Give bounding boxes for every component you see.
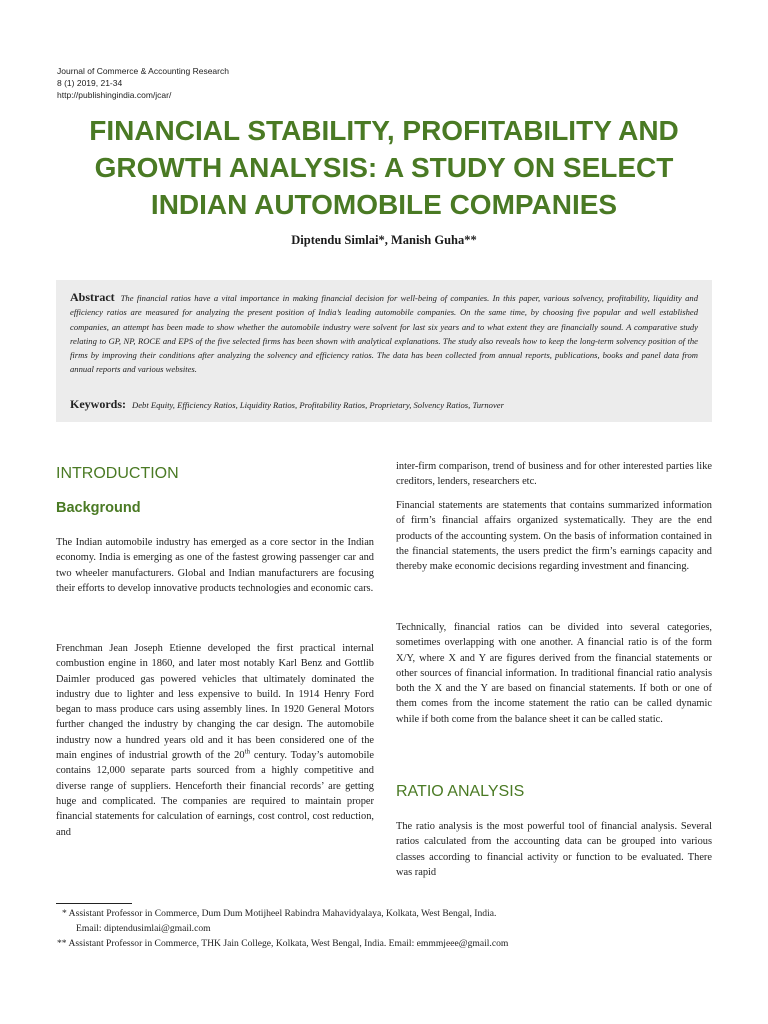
keywords-text: Debt Equity, Efficiency Ratios, Liquidity Ratios, Profitability Ratios, Proprietary, Solvency Ratios, Turnover (132, 400, 504, 410)
footnote-1-line-2: Email: diptendusimlai@gmail.com (76, 923, 211, 934)
paper-title-line-3: INDIAN AUTOMOBILE COMPANIES (150, 189, 618, 220)
intro-paragraph-2 (56, 641, 374, 840)
ratio-analysis-heading: RATIO ANALYSIS (396, 783, 525, 800)
keywords (70, 397, 710, 412)
keywords-label: Keywords: (70, 397, 126, 411)
journal-issue: 8 (1) 2019, 21-34 (57, 78, 123, 88)
footnote-1-line-1: * Assistant Professor in Commerce, Dum Dum Motijheel Rabindra Mahavidyalaya, Kolkata, West Bengal, India. (62, 908, 497, 919)
authors: Diptendu Simlai*, Manish Guha** (291, 233, 477, 247)
journal-name: Journal of Commerce & Accounting Research (57, 66, 229, 76)
introduction-heading: INTRODUCTION (56, 465, 179, 482)
journal-url[interactable]: http://publishingindia.com/jcar/ (57, 90, 172, 100)
intro-paragraph-1: The Indian automobile industry has emerged as a core sector in the Indian economy. India is emerging as one of the fastest growing passenger car and two wheeler manufacturers. Global and Indian manufacturers are focusing their efforts to develop innovative products technologies and economic cars. (56, 537, 374, 594)
footnote-divider (56, 903, 132, 904)
right-paragraph-1: Financial statements are statements that contains summarized information of firm’s financial affairs organized systematically. They are the end products of the accounting system. On the basis of information contained in the financial statements, the users predict the firm’s earnings capacity and thereby make economic decisions regarding investment and financing. (396, 500, 712, 573)
footnote-2: ** Assistant Professor in Commerce, THK Jain College, Kolkata, West Bengal, India. Email: emmmjeee@gmail.com (57, 938, 509, 949)
paper-title-line-1: FINANCIAL STABILITY, PROFITABILITY AND (89, 115, 679, 146)
superscript: th (244, 747, 251, 756)
abstract-label: Abstract (70, 290, 115, 304)
background-heading: Background (56, 500, 141, 516)
intro-paragraph-2-part-2: century. Today’s automobile contains 12,000 separate parts sourced from a highly competitive and diverse range of suppliers. Henceforth their financial records’ are getting huge and complicated. The companies are required to maintain proper financial statements for calculation of earnings, cost control, cost reduction, and (56, 750, 374, 838)
right-paragraph-0: inter-firm comparison, trend of business and for other interested parties like creditors, lenders, researchers etc. (396, 461, 712, 488)
ratio-paragraph: The ratio analysis is the most powerful tool of financial analysis. Several ratios calculated from the accounting data can be grouped into various classes according to financial activity or function to be evaluated. There was rapid (396, 821, 712, 878)
paper-title-line-2: GROWTH ANALYSIS: A STUDY ON SELECT (94, 152, 674, 183)
intro-paragraph-2-part-1: Frenchman Jean Joseph Etienne developed the first practical internal combustion engine in 1860, and later most notably Karl Benz and Gottlib Daimler produced gas powered vehicles that ultimately dominated the industry due to lighter and less expensive to build. In 1914 Henry Ford began to mass produce cars using assembly lines. In 1920 General Motors further changed the industry by changing the car design. The automobile industry now a hundred years old and it has been considered one of the main engines of industrial growth of the 20 (56, 643, 374, 762)
abstract (70, 290, 698, 377)
right-paragraph-2: Technically, financial ratios can be divided into several categories, sometimes overlapping with one another. A financial ratio is of the form X/Y, where X and Y are figures derived from the financial statements or other sources of financial information. In traditional financial ratio analysis both the X and the Y are based on financial statements. If both or one of them comes from the income statement the ratio can be called dynamic while if both come from the balance sheet it can be called static. (396, 622, 712, 725)
abstract-text: The financial ratios have a vital importance in making financial decision for well-being of companies. In this paper, various solvency, profitability, liquidity and efficiency ratios are measured for analyzing the present position of India’s leading automobile companies. On the same time, by choosing five popular and well established companies, an attempt has been made to show whether the automobile industry were solvent for last six years and to what extent they are financially sound. A comparative study relating to GP, NP, ROCE and EPS of the five selected firms has been shown with analytical explanations. The study also reveals how to keep the long-term solvency position of the firms by improving their conditions after analyzing the solvency and efficiency ratios. The data has been collected from annual reports, publications, books and panel data from annual reports and various websites. (70, 293, 698, 375)
